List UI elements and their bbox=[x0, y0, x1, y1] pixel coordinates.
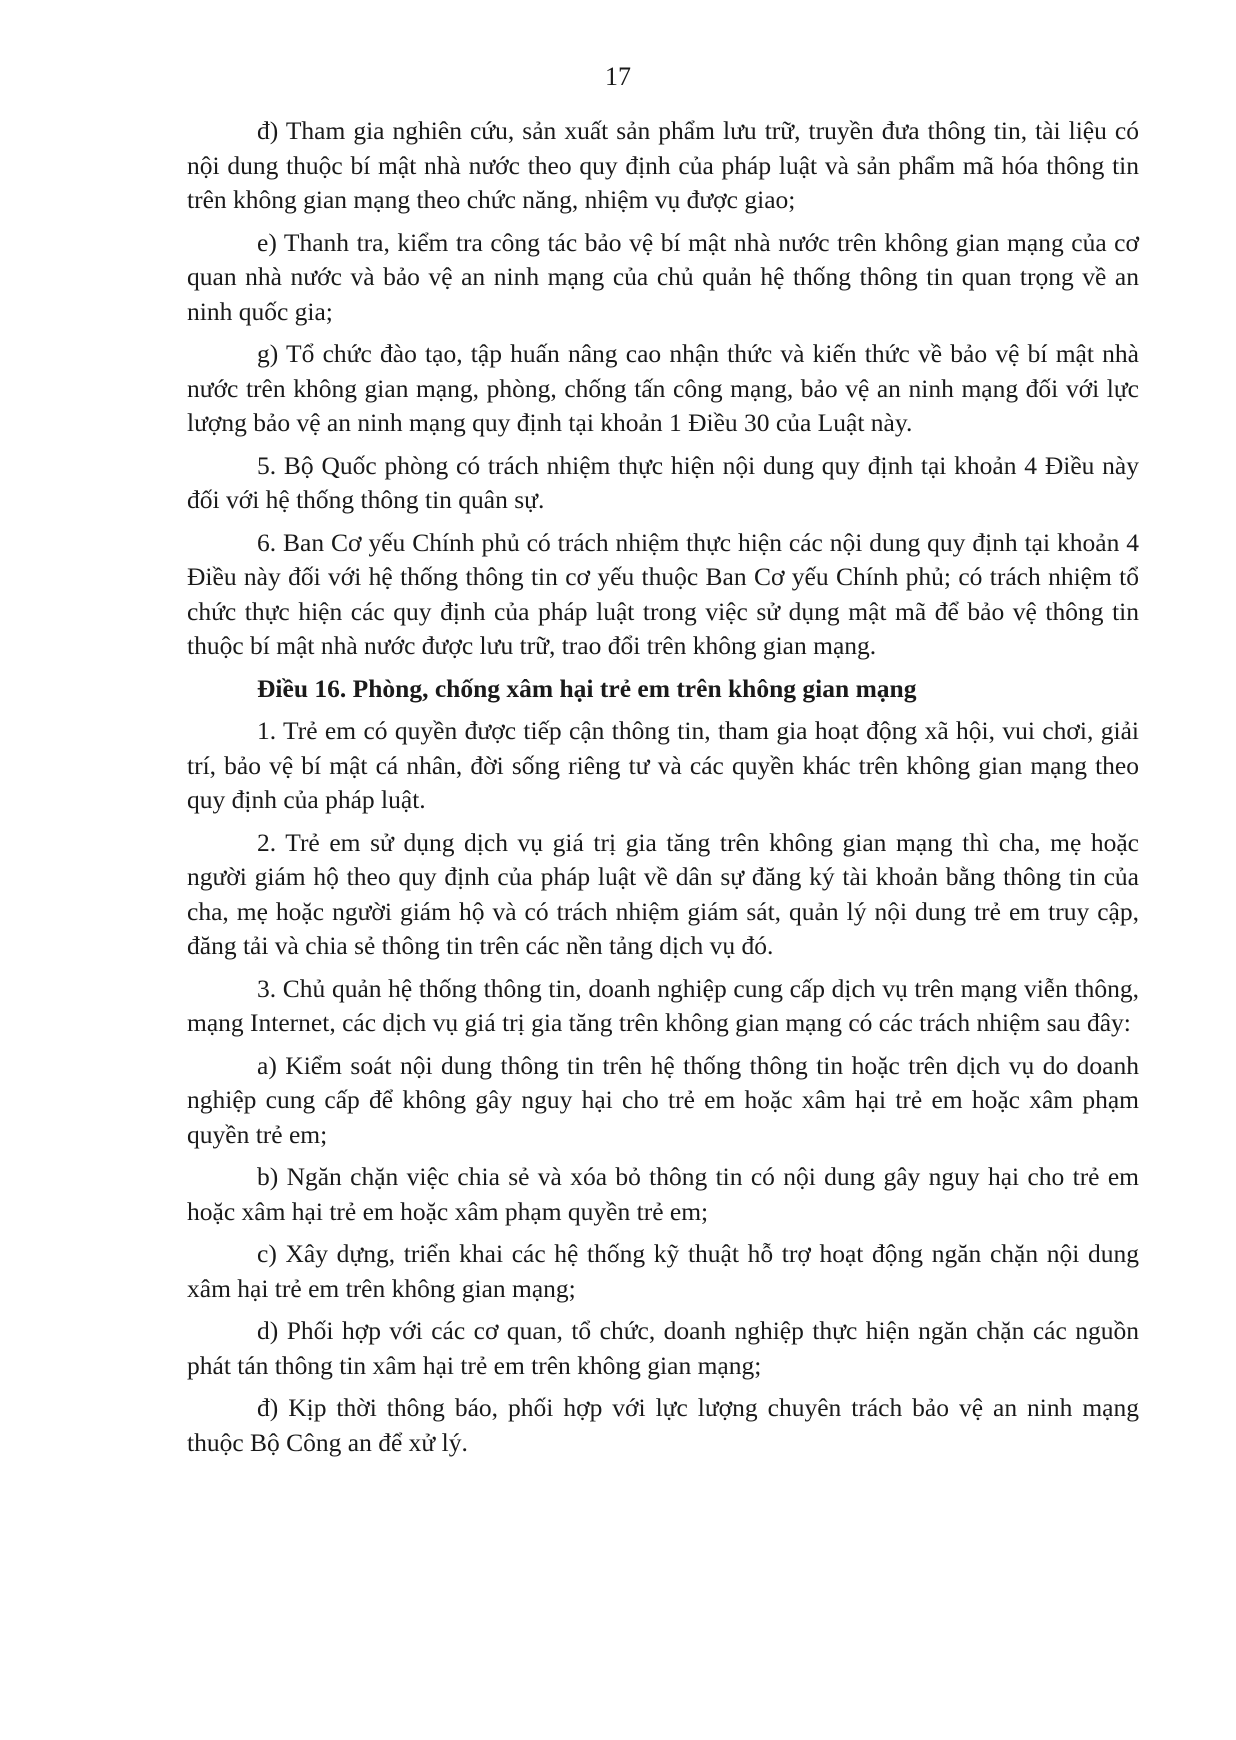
article-16-heading: Điều 16. Phòng, chống xâm hại trẻ em trên không gian mạng bbox=[257, 673, 917, 703]
paragraph-article16-clause-2: 2. Trẻ em sử dụng dịch vụ giá trị gia tăng trên không gian mạng thì cha, mẹ hoặc người giám hộ theo quy định của pháp luật về dân sự đăng ký tài khoản bằng thông tin của cha, mẹ hoặc người giám hộ và có trách nhiệm giám sát, quản lý nội dung trẻ em truy cập, đăng tải và chia sẻ thông tin trên các nền tảng dịch vụ đó. bbox=[187, 827, 1139, 960]
paragraph-article16-item-a: a) Kiểm soát nội dung thông tin trên hệ thống thông tin hoặc trên dịch vụ do doanh nghiệp cung cấp để không gây nguy hại cho trẻ em hoặc xâm hại trẻ em hoặc xâm phạm quyền trẻ em; bbox=[187, 1050, 1139, 1149]
paragraph-clause-6: 6. Ban Cơ yếu Chính phủ có trách nhiệm thực hiện các nội dung quy định tại khoản 4 Điều này đối với hệ thống thông tin cơ yếu thuộc Ban Cơ yếu Chính phủ; có trách nhiệm tổ chức thực hiện các quy định của pháp luật trong việc sử dụng mật mã để bảo vệ thông tin thuộc bí mật nhà nước được lưu trữ, trao đổi trên không gian mạng. bbox=[187, 527, 1139, 660]
paragraph-article16-item-d: d) Phối hợp với các cơ quan, tổ chức, doanh nghiệp thực hiện ngăn chặn các nguồn phát tán thông tin xâm hại trẻ em trên không gian mạng; bbox=[187, 1316, 1139, 1380]
paragraph-article16-item-b: b) Ngăn chặn việc chia sẻ và xóa bỏ thông tin có nội dung gây nguy hại cho trẻ em hoặc xâm hại trẻ em hoặc xâm phạm quyền trẻ em; bbox=[187, 1162, 1139, 1226]
paragraph-item-e-inspection: e) Thanh tra, kiểm tra công tác bảo vệ bí mật nhà nước trên không gian mạng của cơ quan nhà nước và bảo vệ an ninh mạng của chủ quản hệ thống thông tin quan trọng về an ninh quốc gia; bbox=[187, 227, 1139, 326]
paragraph-article16-item-dd: đ) Kịp thời thông báo, phối hợp với lực lượng chuyên trách bảo vệ an ninh mạng thuộc Bộ Công an để xử lý. bbox=[187, 1393, 1139, 1457]
paragraph-item-dd-research: đ) Tham gia nghiên cứu, sản xuất sản phẩm lưu trữ, truyền đưa thông tin, tài liệu có nội dung thuộc bí mật nhà nước theo quy định của pháp luật và sản phẩm mã hóa thông tin trên không gian mạng theo chức năng, nhiệm vụ được giao; bbox=[187, 116, 1139, 214]
paragraph-clause-5: 5. Bộ Quốc phòng có trách nhiệm thực hiện nội dung quy định tại khoản 4 Điều này đối với hệ thống thông tin quân sự. bbox=[187, 450, 1139, 514]
paragraph-article16-clause-1: 1. Trẻ em có quyền được tiếp cận thông tin, tham gia hoạt động xã hội, vui chơi, giải trí, bảo vệ bí mật cá nhân, đời sống riêng tư và các quyền khác trên không gian mạng theo quy định của pháp luật. bbox=[187, 716, 1139, 814]
paragraph-article16-clause-3: 3. Chủ quản hệ thống thông tin, doanh nghiệp cung cấp dịch vụ trên mạng viễn thông, mạng Internet, các dịch vụ giá trị gia tăng trên không gian mạng có các trách nhiệm sau đây: bbox=[187, 973, 1139, 1037]
paragraph-item-g-training: g) Tổ chức đào tạo, tập huấn nâng cao nhận thức và kiến thức về bảo vệ bí mật nhà nước trên không gian mạng, phòng, chống tấn công mạng, bảo vệ an ninh mạng đối với lực lượng bảo vệ an ninh mạng quy định tại khoản 1 Điều 30 của Luật này. bbox=[187, 339, 1139, 437]
document-body bbox=[187, 114, 1139, 1468]
page-number: 17 bbox=[605, 62, 631, 91]
paragraph-article16-item-c: c) Xây dựng, triển khai các hệ thống kỹ thuật hỗ trợ hoạt động ngăn chặn nội dung xâm hại trẻ em trên không gian mạng; bbox=[187, 1239, 1139, 1303]
